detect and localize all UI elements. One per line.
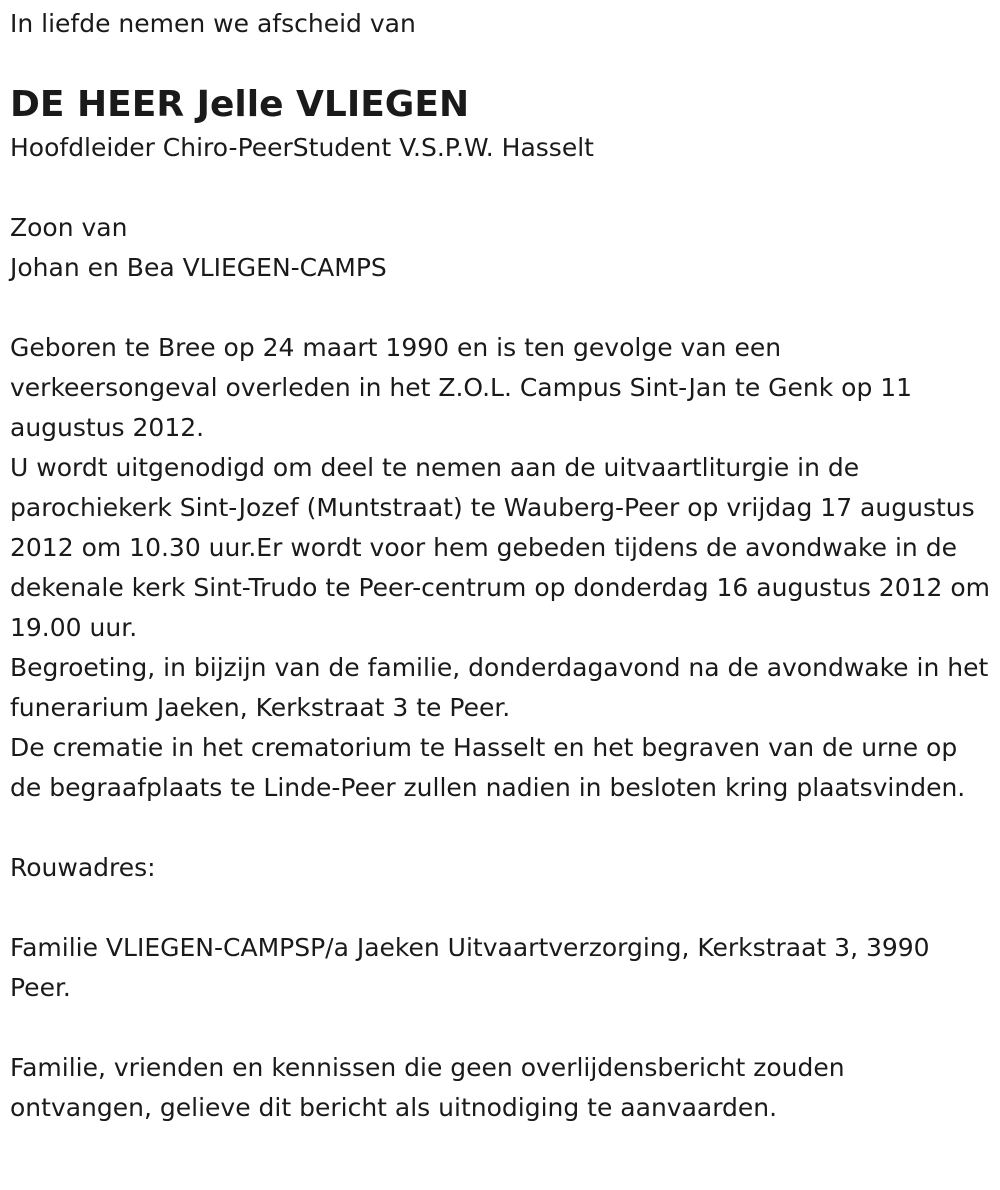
- cremation-paragraph: De crematie in het crematorium te Hasselt en het begraven van de urne op de begraafplaats te Linde-Peer zullen nadien in besloten kring plaatsvinden.: [10, 733, 966, 802]
- birth-death-paragraph: Geboren te Bree op 24 maart 1990 en is ten gevolge van een verkeersongeval overleden in het Z.O.L. Campus Sint-Jan te Genk op 11 augustus 2012.: [10, 333, 913, 442]
- address-label: Rouwadres:: [10, 853, 156, 882]
- parents-label: Zoon van: [10, 213, 128, 242]
- deceased-role: Hoofdleider Chiro-PeerStudent V.S.P.W. Hasselt: [10, 133, 594, 162]
- closing-text: Familie, vrienden en kennissen die geen overlijdensbericht zouden ontvangen, gelieve dit bericht als uitnodiging te aanvaarden.: [10, 1053, 845, 1122]
- deceased-name: DE HEER Jelle VLIEGEN: [10, 84, 470, 125]
- greeting-paragraph: Begroeting, in bijzijn van de familie, donderdagavond na de avondwake in het funerarium Jaeken, Kerkstraat 3 te Peer.: [10, 653, 989, 722]
- mourning-address: Familie VLIEGEN-CAMPSP/a Jaeken Uitvaartverzorging, Kerkstraat 3, 3990 Peer.: [10, 933, 930, 1002]
- parents-section: [10, 208, 994, 288]
- parents-names: Johan en Bea VLIEGEN-CAMPS: [10, 253, 387, 282]
- intro-text: In liefde nemen we afscheid van: [10, 9, 416, 38]
- details-section: [10, 328, 994, 808]
- funeral-paragraph: U wordt uitgenodigd om deel te nemen aan de uitvaartliturgie in de parochiekerk Sint-Jozef (Muntstraat) te Wauberg-Peer op vrijdag 17 augustus 2012 om 10.30 uur.Er wordt voor hem gebeden tijdens de avondwake in de dekenale kerk Sint-Trudo te Peer-centrum op donderdag 16 augustus 2012 om 19.00 uur.: [10, 453, 991, 642]
- obituary-notice: [10, 4, 994, 1128]
